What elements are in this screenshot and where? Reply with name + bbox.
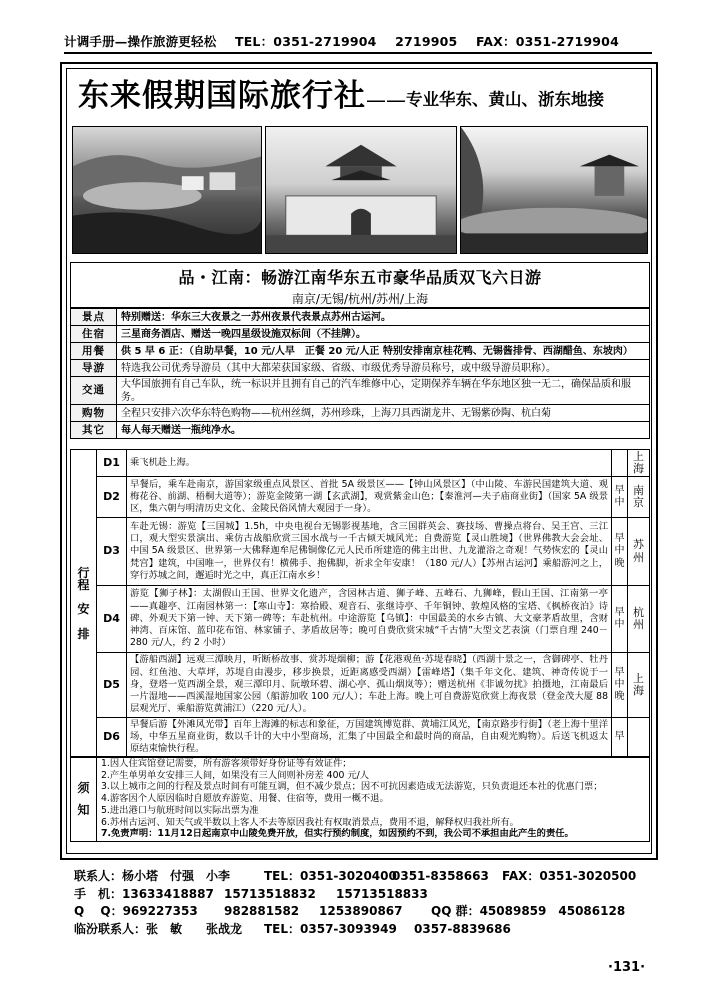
contact-cell: TEL：0351-3020400: [264, 869, 397, 883]
feature-text: 特别赠送：华东三大夜景之一苏州夜景代表景点苏州古运河。: [117, 309, 650, 326]
contact-cell: 0351-8358663: [392, 869, 489, 883]
feature-text: 大华国旅拥有自己车队，统一标识并且拥有自己的汽车维修中心，定期保养车辆在华东地区独一无二，确保品质和服务。: [117, 377, 650, 405]
contact-block: [74, 868, 648, 938]
header-bar: [64, 32, 652, 54]
note-item: 3.以上城市之间的行程及景点时间有可能互调，但不减少景点；因不可抗因素造成无法游览，只负责退还本社的优惠门票；: [101, 781, 603, 793]
itinerary-city: 上海: [628, 653, 650, 718]
contact-row: [74, 921, 648, 939]
contact-cell: 982881582: [224, 904, 300, 918]
itinerary-row: [71, 518, 650, 586]
contact-row: [74, 903, 648, 921]
feature-text: 全程只安排六次华东特色购物——杭州丝绸，苏州珍珠，上海刀具西湖龙井、无锡紫砂陶、杭白菊: [117, 405, 650, 422]
itinerary-desc: 游览【狮子林】：太湖假山王国、世界文化遗产，含园林古道、狮子峰、五峰石、九狮峰，假山王国、江南第一亭——真趣亭、江南园林第一：【寒山寺】：寒拾殿、观音石、张继诗亭、千年铜钟、敦煌风格的宝塔、《枫桥夜泊》诗碑、外观天下第一钟、天下第一碑等；车赴杭州。中途游览【乌镇】：中国最美的水乡古镇、大文豪茅盾故里，含财神湾、百床馆、蓝印花布馆、林家铺子、茅盾故居等；晚可自费欣赏宋城“千古情”大型文艺表演（门票自理 240－280 元/人，约 2 小时）: [127, 586, 612, 653]
feature-table: [70, 308, 650, 439]
itinerary-desc: 早餐后，乘车赴南京，游国家级重点风景区、首批 5A 级景区——【钟山风景区】（中山陵、车游民国建筑大道、观梅花谷、前湖、梧桐大道等）；游览金陵第一湖【玄武湖】，观赏紫金山色；【秦淮河—夫子庙商业街】（国家 5A 级景区，集六朝与明清历史文化、金陵民俗风情大观园于一身）。: [127, 477, 612, 518]
itinerary-city: 苏州: [628, 518, 650, 586]
feature-text: 特选我公司优秀导游员（其中大都荣获国家级、省级、市级优秀导游员称号，或中级导游员职称）。: [117, 360, 650, 377]
product-title-box: [70, 262, 650, 308]
note-item: 1.因人住宾馆登记需要，所有游客须带好身份证等有效证件；: [101, 758, 352, 769]
contact-cell: QQ 群：45089859 45086128: [431, 904, 626, 918]
feature-row: [71, 326, 650, 343]
feature-label: 交通: [71, 377, 117, 405]
itinerary-city: [628, 718, 650, 758]
feature-text: 三星商务酒店、赠送一晚四星级设施双标间（不挂牌）。: [117, 326, 650, 343]
contact-cell: 临汾联系人：张 敏 张战龙: [74, 921, 243, 936]
feature-row: [71, 360, 650, 377]
note-item: 5.进出港口与航班时间以实际出票为准: [101, 804, 259, 816]
header-slogan: 计调手册—操作旅游更轻松: [64, 34, 217, 49]
itinerary-desc: 【游船西湖】远观三潭映月，听断桥故事、赏苏堤烟柳；游【花港观鱼·苏堤春晓】（西湖十景之一，含御碑亭、牡丹园、红鱼池、大草坪，苏堤自由漫步，移步换景，近距离感受西湖）【雷峰塔】（集千年文化、建筑、神奇传说于一身，登塔一览西湖全景，观三潭印月、阮墩环碧、湖心亭、孤山烟岚等）；赠送杭州《非诚勿扰》拍摄地，江南最后一片湿地——西溪湿地国家公园（船游加收 100 元/人）；车赴上海。晚上可自费游览欣赏上海夜景（登金茂大厦 88 层观光厅、乘船游览黄浦江）（220 元/人）。: [127, 653, 612, 718]
feature-label: 景点: [71, 309, 117, 326]
agency-name: 东来假期国际旅行社: [78, 78, 366, 114]
itinerary-meal: 早中: [612, 477, 628, 518]
header-tel: TEL：0351-2719904: [234, 34, 377, 49]
itinerary-table: [70, 449, 650, 758]
photo-pavilion: [265, 126, 457, 254]
feature-label: 购物: [71, 405, 117, 422]
feature-label: 其它: [71, 422, 117, 439]
note-item: 6.苏州古运河、知天气或半数以上客人不去等原因我社有权取消景点，费用不退，解释权归我社所有。: [101, 816, 519, 828]
itinerary-city: 杭州: [628, 586, 650, 653]
photo-lake-village: [72, 126, 262, 254]
itinerary-meal: 早: [612, 718, 628, 758]
contact-cell: 1253890867: [319, 904, 403, 918]
itinerary-desc: 早餐后游【外滩风光带】百年上海滩的标志和象征，万国建筑博览群、黄埔江风光，【南京路步行街】（老上海十里洋场，中华五星商业街，数以千计的大中小型商场，汇集了中国最全和最时尚的商品，自由观光购物）。后送飞机返太原结束愉快行程。: [127, 718, 612, 758]
contact-cell: 15713518833: [336, 886, 428, 901]
contact-cell: 15713518832: [224, 886, 316, 901]
agency-heading: [78, 72, 646, 120]
itinerary-day: D3: [97, 518, 127, 586]
notes-table: [70, 756, 650, 842]
notes-side-char: 须: [77, 780, 90, 795]
note-item: 4.游客因个人原因临时自愿放弃游览、用餐、住宿等，费用一概不退。: [101, 793, 389, 805]
contact-row: [74, 886, 648, 904]
feature-row: [71, 309, 650, 326]
contact-row: [74, 868, 648, 886]
product-route: 南京/无锡/杭州/苏州/上海: [291, 292, 429, 306]
feature-text: 每人每天赠送一瓶纯净水。: [117, 422, 650, 439]
feature-label: 用餐: [71, 343, 117, 360]
page-number: ·131·: [608, 960, 646, 975]
itinerary-meal: [612, 450, 628, 477]
notes-side-label: [71, 757, 97, 842]
product-title: 品・江南：畅游江南华东五市豪华品质双飞六日游: [178, 268, 542, 287]
agency-dash: ——: [366, 88, 406, 112]
itinerary-row: [71, 450, 650, 477]
feature-label: 住宿: [71, 326, 117, 343]
contact-cell: 手 机：13633418887: [74, 886, 214, 901]
itinerary-meal: 早中: [612, 586, 628, 653]
itinerary-desc: 乘飞机赴上海。: [127, 450, 612, 477]
photo-garden-pavilion: [460, 126, 648, 254]
contact-cell: Q Q：969227353: [74, 904, 198, 918]
itinerary-day: D4: [97, 586, 127, 653]
contact-cell: TEL：0357-3093949: [264, 921, 397, 936]
header-fax: FAX：0351-2719904: [475, 34, 619, 49]
photo-strip: [72, 126, 648, 254]
itinerary-desc: 车赴无锡：游览【三国城】1.5h，中央电视台无锡影视基地，含三国群英会、赛技场、曹操点将台、吴王宫、三江口，观大型实景演出、乘仿古战船欣赏三国水战与一千古倾天城风光；自费游览【灵山胜境】（世界佛教大会会址、中国 5A 级景区、世界第一大佛释迦牟尼佛铜像亿元人民币所建造的佛主出世、九龙灌浴之奇观！气势恢宏的【灵山梵宫】建筑，中国唯一，世界仅有！横佛手、抱佛脚，祈求全年安康！（180 元/人）【苏州古运河】乘船游河之上，穿行苏城之间，邂逅时光之中，真正江南水乡！: [127, 518, 612, 586]
contact-cell: FAX：0351-3020500: [502, 869, 637, 883]
feature-row: [71, 405, 650, 422]
notes-body: [97, 757, 650, 842]
notes-side-char: 知: [77, 802, 90, 817]
header-tel2: 2719905: [395, 34, 458, 49]
agency-tagline: 专业华东、黄山、浙东地接: [406, 90, 604, 109]
itinerary-side-char: 程: [77, 577, 90, 592]
note-item: 2.产生单男单女安排三人间，如果没有三人间则补房差 400 元/人: [101, 769, 370, 781]
feature-row: [71, 377, 650, 405]
itinerary-row: [71, 477, 650, 518]
itinerary-day: D5: [97, 653, 127, 718]
itinerary-row: [71, 653, 650, 718]
feature-label: 导游: [71, 360, 117, 377]
itinerary-side-char: 排: [77, 626, 90, 641]
feature-row: [71, 422, 650, 439]
itinerary-side-char: 行: [77, 565, 90, 580]
feature-text: 供 5 早 6 正：（自助早餐，10 元/人早 正餐 20 元/人正 特别安排南京桂花鸭、无锡酱排骨、西湖醋鱼、东坡肉）: [117, 343, 650, 360]
itinerary-meal: 早中晚: [612, 518, 628, 586]
itinerary-row: [71, 718, 650, 758]
contact-cell: 联系人：杨小塔 付强 小李: [74, 869, 231, 883]
itinerary-row: [71, 586, 650, 653]
feature-row: [71, 343, 650, 360]
note-disclaimer: 7.免责声明：11月12日起南京中山陵免费开放，但实行预约制度，如因预约不到，我公司不承担由此产生的责任。: [101, 828, 574, 840]
itinerary-day: D1: [97, 450, 127, 477]
itinerary-side-label: [71, 450, 97, 758]
contact-cell: 0357-8839686: [414, 921, 511, 936]
itinerary-meal: 早中晚: [612, 653, 628, 718]
itinerary-city: 上海: [628, 450, 650, 477]
itinerary-day: D6: [97, 718, 127, 758]
itinerary-side-char: 安: [77, 602, 90, 617]
itinerary-day: D2: [97, 477, 127, 518]
itinerary-city: 南京: [628, 477, 650, 518]
